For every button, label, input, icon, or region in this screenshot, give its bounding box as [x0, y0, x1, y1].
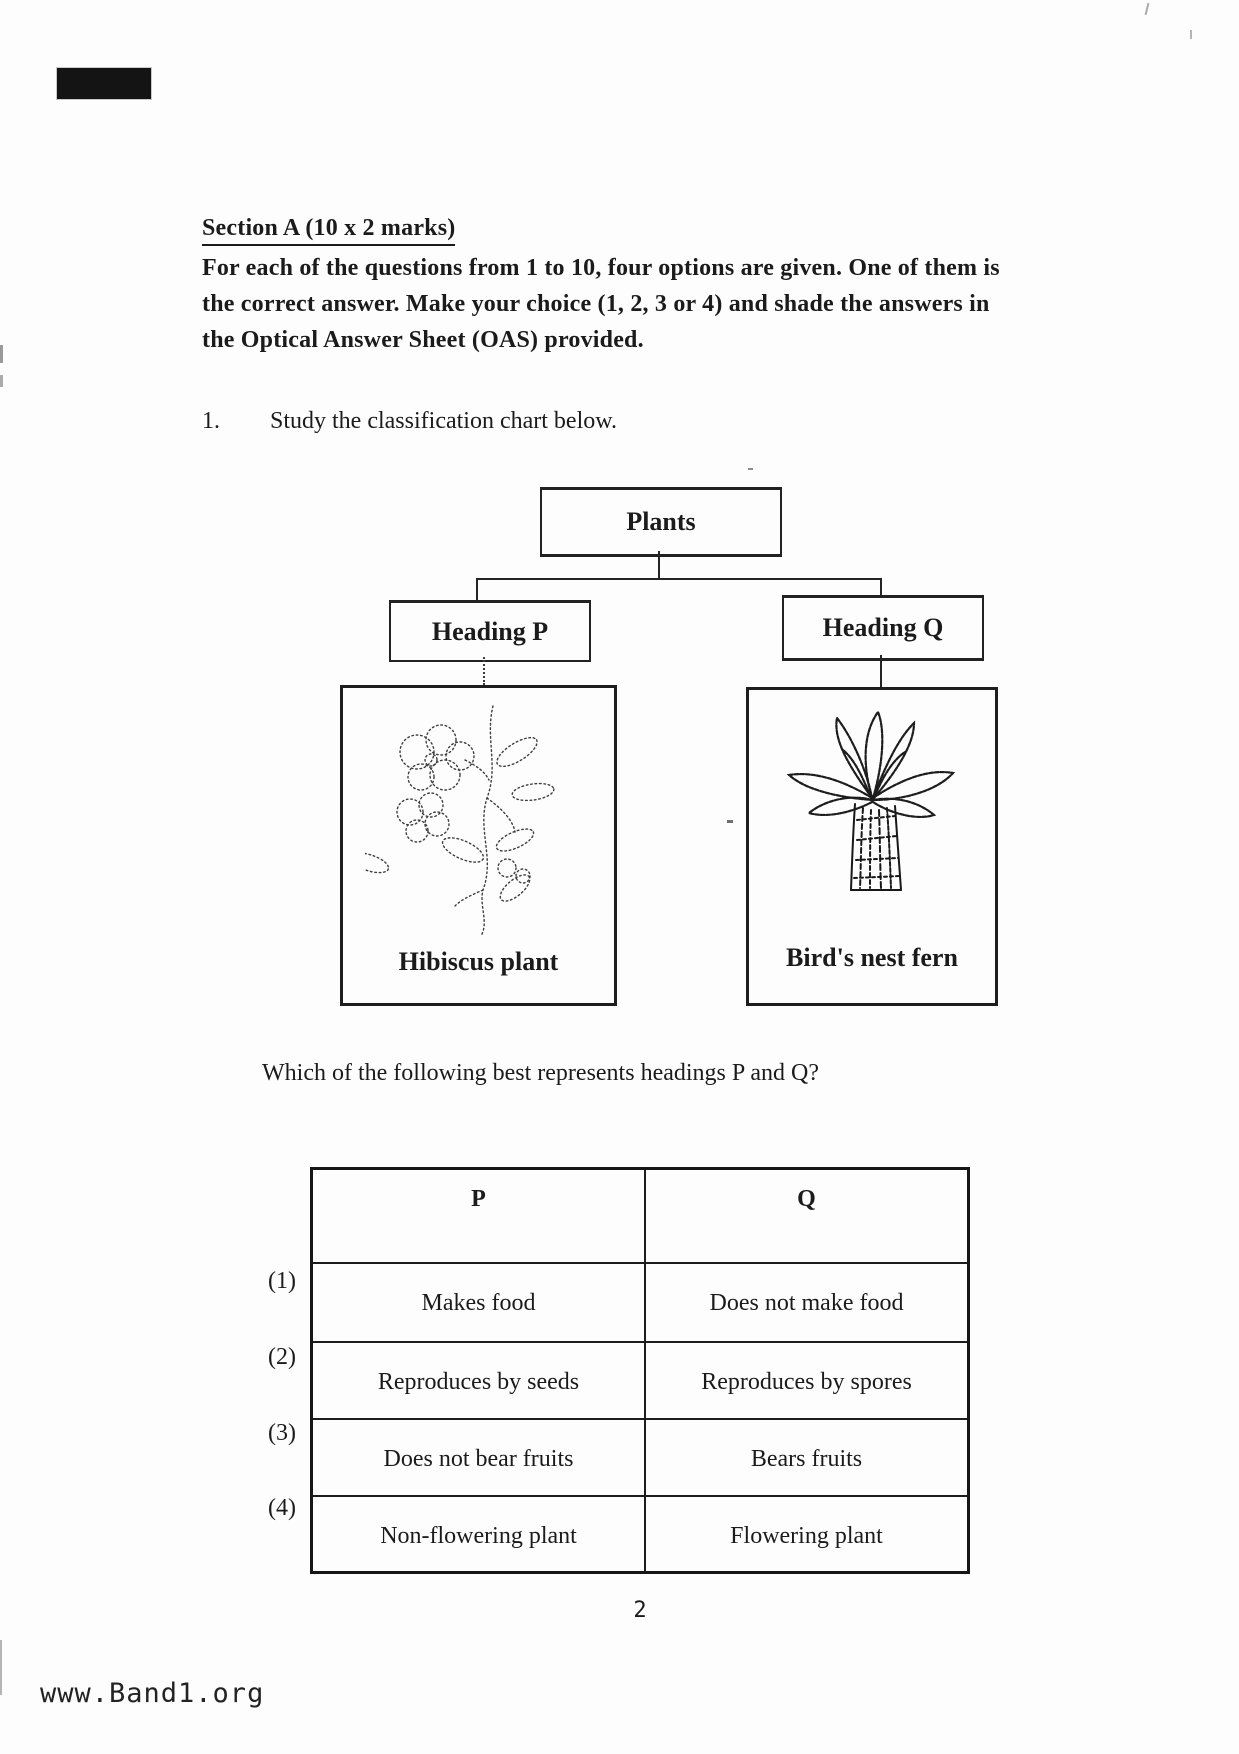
hibiscus-image-box: [340, 685, 617, 1006]
connector-branch-bar: [476, 578, 882, 580]
scan-speck: [748, 468, 753, 470]
question-prompt: Study the classification chart below.: [270, 408, 618, 434]
connector-q-to-image: [880, 655, 882, 687]
section-instructions: [202, 250, 1000, 358]
connector-root-stem: [658, 551, 660, 580]
section-title: Section A (10 x 2 marks): [202, 215, 455, 246]
option-4-p-cell: Non-flowering plant: [312, 1496, 646, 1572]
connector-p-to-image: [483, 657, 485, 685]
scan-edge-mark: [0, 375, 3, 387]
option-2-p-cell: Reproduces by seeds: [312, 1342, 646, 1419]
options-table-header-row: [312, 1169, 969, 1264]
option-1-p-cell: Makes food: [312, 1263, 646, 1342]
page-number: 2: [633, 1598, 647, 1623]
scan-edge-mark: [0, 345, 3, 363]
connector-right-drop: [880, 578, 882, 596]
fern-label: Bird's nest fern: [786, 943, 958, 972]
table-row: [312, 1263, 969, 1342]
scan-speck: [1190, 30, 1192, 39]
option-label-1: (1): [268, 1268, 296, 1294]
heading-q-label: Heading Q: [822, 613, 944, 642]
redacted-school-logo-block: [57, 68, 151, 99]
hibiscus-label: Hibiscus plant: [398, 947, 559, 976]
hibiscus-plant-sketch-icon: [365, 700, 590, 940]
option-label-4: (4): [268, 1495, 296, 1521]
column-header-q: Q: [645, 1169, 969, 1264]
question-subprompt: Which of the following best represents headings P and Q?: [262, 1060, 819, 1086]
option-label-3: (3): [268, 1420, 296, 1446]
table-row: [312, 1496, 969, 1572]
chart-root-box: [540, 487, 782, 557]
scan-speck: [727, 820, 733, 823]
table-row: [312, 1342, 969, 1419]
options-table: [310, 1167, 970, 1574]
scan-edge-mark: [0, 1640, 2, 1695]
table-row: [312, 1419, 969, 1496]
scan-speck: [1145, 3, 1150, 15]
option-3-p-cell: Does not bear fruits: [312, 1419, 646, 1496]
question-number: 1.: [202, 408, 220, 434]
site-watermark: www.Band1.org: [40, 1678, 265, 1709]
heading-q-box: [782, 595, 984, 661]
option-3-q-cell: Bears fruits: [645, 1419, 969, 1496]
fern-image-box: [746, 687, 998, 1006]
option-2-q-cell: Reproduces by spores: [645, 1342, 969, 1419]
column-header-p: P: [312, 1169, 646, 1264]
instruction-line: the Optical Answer Sheet (OAS) provided.: [202, 327, 644, 353]
option-4-q-cell: Flowering plant: [645, 1496, 969, 1572]
option-1-q-cell: Does not make food: [645, 1263, 969, 1342]
birds-nest-fern-sketch-icon: [767, 708, 977, 903]
instruction-line: For each of the questions from 1 to 10, four options are given. One of them is: [202, 255, 1000, 281]
option-label-2: (2): [268, 1344, 296, 1370]
chart-root-label: Plants: [626, 507, 696, 536]
connector-left-drop: [476, 578, 478, 601]
heading-p-label: Heading P: [431, 616, 549, 646]
heading-p-box: [389, 600, 591, 662]
instruction-line: the correct answer. Make your choice (1, 2, 3 or 4) and shade the answers in: [202, 291, 990, 317]
